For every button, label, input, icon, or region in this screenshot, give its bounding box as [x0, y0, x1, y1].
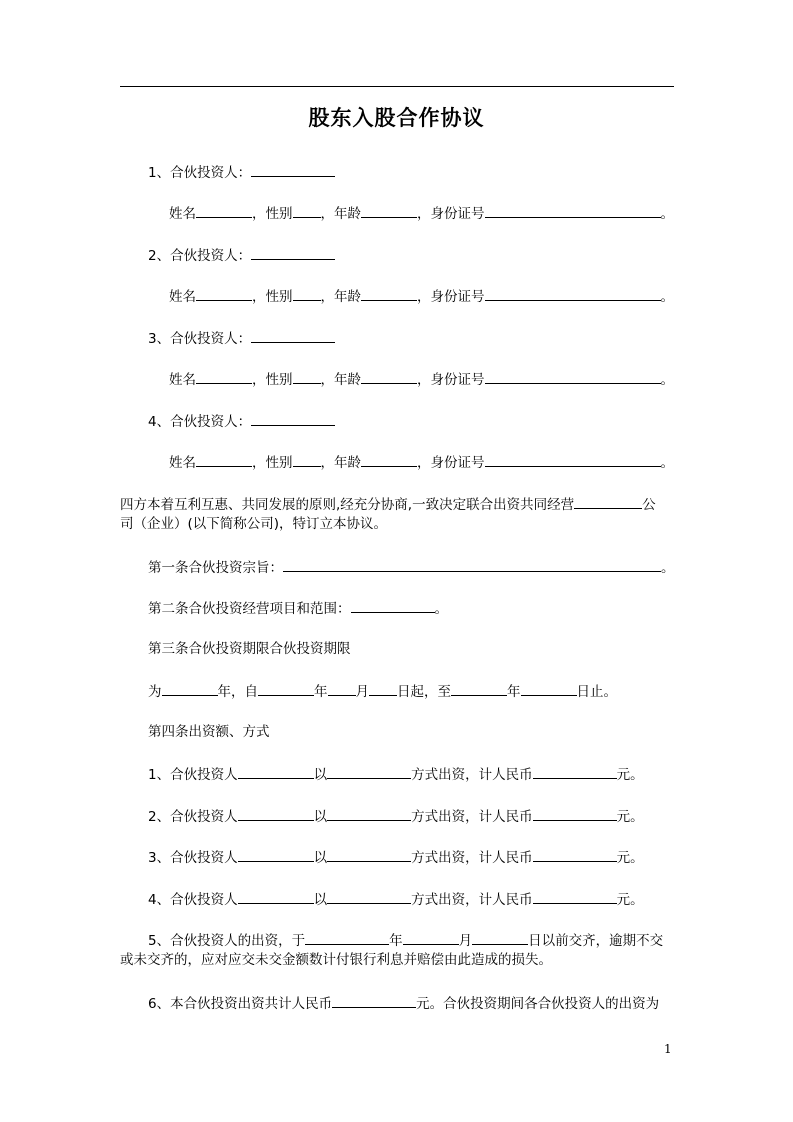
item5-text: 年 [389, 933, 403, 949]
item5-text: 日以前交齐，逾期不交 [528, 933, 664, 949]
gender-blank [293, 452, 321, 467]
article-3-term [148, 681, 617, 701]
id-blank [485, 369, 661, 384]
gender-label: ，性别 [252, 206, 293, 222]
name-blank [196, 452, 252, 467]
contribution-text: 元。 [616, 892, 644, 908]
item6-text: 6、本合伙投资出资共计人民币 [148, 996, 333, 1012]
contribution-text: 元。 [616, 767, 644, 783]
contribution-row-1 [148, 764, 644, 784]
investor-name-blank [251, 245, 335, 260]
contribution-row-3 [148, 847, 644, 867]
name-blank [196, 369, 252, 384]
start-year-blank [258, 681, 314, 696]
article-1 [148, 557, 675, 577]
investor-blank [238, 806, 314, 821]
intro-line-2: 司（企业）(以下简称公司)，特订立本协议。 [120, 516, 388, 532]
start-day-blank [369, 681, 397, 696]
contribution-label: 3、合伙投资人 [148, 850, 238, 866]
contribution-text: 以 [313, 850, 328, 866]
start-month-blank [328, 681, 356, 696]
age-blank [361, 452, 417, 467]
amount-blank [533, 889, 617, 904]
term-text: 日止。 [576, 684, 617, 700]
line-end: 。 [661, 560, 675, 576]
scope-blank [351, 598, 435, 613]
investor-label: 2、合伙投资人： [148, 248, 252, 264]
contribution-label: 4、合伙投资人 [148, 892, 238, 908]
age-label: ，年龄 [320, 289, 361, 305]
contribution-text: 方式出资，计人民币 [411, 809, 533, 825]
contribution-text: 方式出资，计人民币 [411, 850, 533, 866]
investor-blank [238, 764, 314, 779]
contribution-text: 方式出资，计人民币 [411, 767, 533, 783]
investor-label: 4、合伙投资人： [148, 414, 252, 430]
end-year-blank [451, 681, 507, 696]
deadline-year-blank [305, 930, 389, 945]
method-blank [327, 764, 411, 779]
name-blank [196, 203, 252, 218]
purpose-blank [283, 557, 661, 572]
contribution-text: 元。 [616, 850, 644, 866]
contribution-row-2 [148, 806, 644, 826]
amount-blank [533, 764, 617, 779]
investor-2-label-line [148, 245, 335, 265]
investor-4-label-line [148, 411, 335, 431]
age-blank [361, 286, 417, 301]
gender-label: ，性别 [252, 372, 293, 388]
name-label: 姓名 [169, 206, 196, 222]
contribution-text: 以 [313, 892, 328, 908]
age-blank [361, 203, 417, 218]
id-blank [485, 452, 661, 467]
gender-blank [293, 369, 321, 384]
investor-blank [238, 847, 314, 862]
gender-label: ，性别 [252, 455, 293, 471]
term-text: 年 [507, 684, 521, 700]
id-blank [485, 203, 661, 218]
page-number: 1 [664, 1042, 672, 1056]
investor-3-label-line [148, 328, 335, 348]
line-end: 。 [660, 289, 674, 305]
investor-1-details [169, 203, 674, 223]
line-end: 。 [660, 206, 674, 222]
article-3-heading: 第三条合伙投资期限合伙投资期限 [148, 641, 351, 657]
name-label: 姓名 [169, 289, 196, 305]
investor-blank [238, 889, 314, 904]
method-blank [327, 847, 411, 862]
method-blank [327, 806, 411, 821]
gender-blank [293, 203, 321, 218]
name-label: 姓名 [169, 372, 196, 388]
age-label: ，年龄 [320, 455, 361, 471]
investor-name-blank [251, 328, 335, 343]
line-end: 。 [660, 455, 674, 471]
line-end: 。 [434, 601, 448, 617]
contribution-label: 1、合伙投资人 [148, 767, 238, 783]
investor-label: 1、合伙投资人： [148, 165, 252, 181]
document-title: 股东入股合作协议 [308, 105, 485, 130]
item5-text: 月 [458, 933, 473, 949]
contribution-text: 以 [313, 767, 328, 783]
deadline-day-blank [472, 930, 528, 945]
company-name-blank [574, 494, 642, 509]
article-2-label: 第二条合伙投资经营项目和范围： [148, 601, 351, 617]
term-text: 为 [148, 684, 162, 700]
contribution-item-5-line-1 [148, 930, 663, 950]
gender-blank [293, 286, 321, 301]
deadline-month-blank [403, 930, 459, 945]
intro-line-1 [120, 494, 656, 514]
id-blank [485, 286, 661, 301]
item5-text: 5、合伙投资人的出资，于 [148, 933, 306, 949]
id-label: ，身份证号 [417, 206, 485, 222]
line-end: 。 [660, 372, 674, 388]
investor-3-details [169, 369, 674, 389]
end-day-blank [521, 681, 577, 696]
contribution-text: 方式出资，计人民币 [411, 892, 533, 908]
contribution-item-6 [148, 993, 659, 1013]
term-text: 日起，至 [397, 684, 451, 700]
age-label: ，年龄 [320, 206, 361, 222]
contribution-text: 以 [313, 809, 328, 825]
investor-name-blank [251, 162, 335, 177]
intro-text-end: 公 [642, 497, 656, 513]
investor-1-label-line [148, 162, 335, 182]
article-1-label: 第一条合伙投资宗旨： [148, 560, 283, 576]
id-label: ，身份证号 [417, 289, 485, 305]
id-label: ，身份证号 [417, 372, 485, 388]
contribution-text: 元。 [616, 809, 644, 825]
contribution-item-5-line-2: 或未交齐的，应对应交未交金额数计付银行利息并赔偿由此造成的损失。 [120, 952, 552, 968]
article-4-heading: 第四条出资额、方式 [148, 724, 270, 740]
age-blank [361, 369, 417, 384]
contribution-label: 2、合伙投资人 [148, 809, 238, 825]
investor-name-blank [251, 411, 335, 426]
investor-2-details [169, 286, 674, 306]
article-2 [148, 598, 448, 618]
years-blank [162, 681, 218, 696]
amount-blank [533, 847, 617, 862]
investor-label: 3、合伙投资人： [148, 331, 252, 347]
id-label: ，身份证号 [417, 455, 485, 471]
name-label: 姓名 [169, 455, 196, 471]
gender-label: ，性别 [252, 289, 293, 305]
name-blank [196, 286, 252, 301]
total-amount-blank [332, 993, 416, 1008]
term-text: 年 [314, 684, 328, 700]
method-blank [327, 889, 411, 904]
item6-text: 元。合伙投资期间各合伙投资人的出资为 [416, 996, 660, 1012]
header-rule [120, 86, 674, 87]
contribution-row-4 [148, 889, 644, 909]
intro-text: 四方本着互利互惠、共同发展的原则,经充分协商,一致决定联合出资共同经营 [120, 497, 575, 513]
age-label: ，年龄 [320, 372, 361, 388]
term-text: 年，自 [217, 684, 258, 700]
term-text: 月 [355, 684, 369, 700]
investor-4-details [169, 452, 674, 472]
amount-blank [533, 806, 617, 821]
